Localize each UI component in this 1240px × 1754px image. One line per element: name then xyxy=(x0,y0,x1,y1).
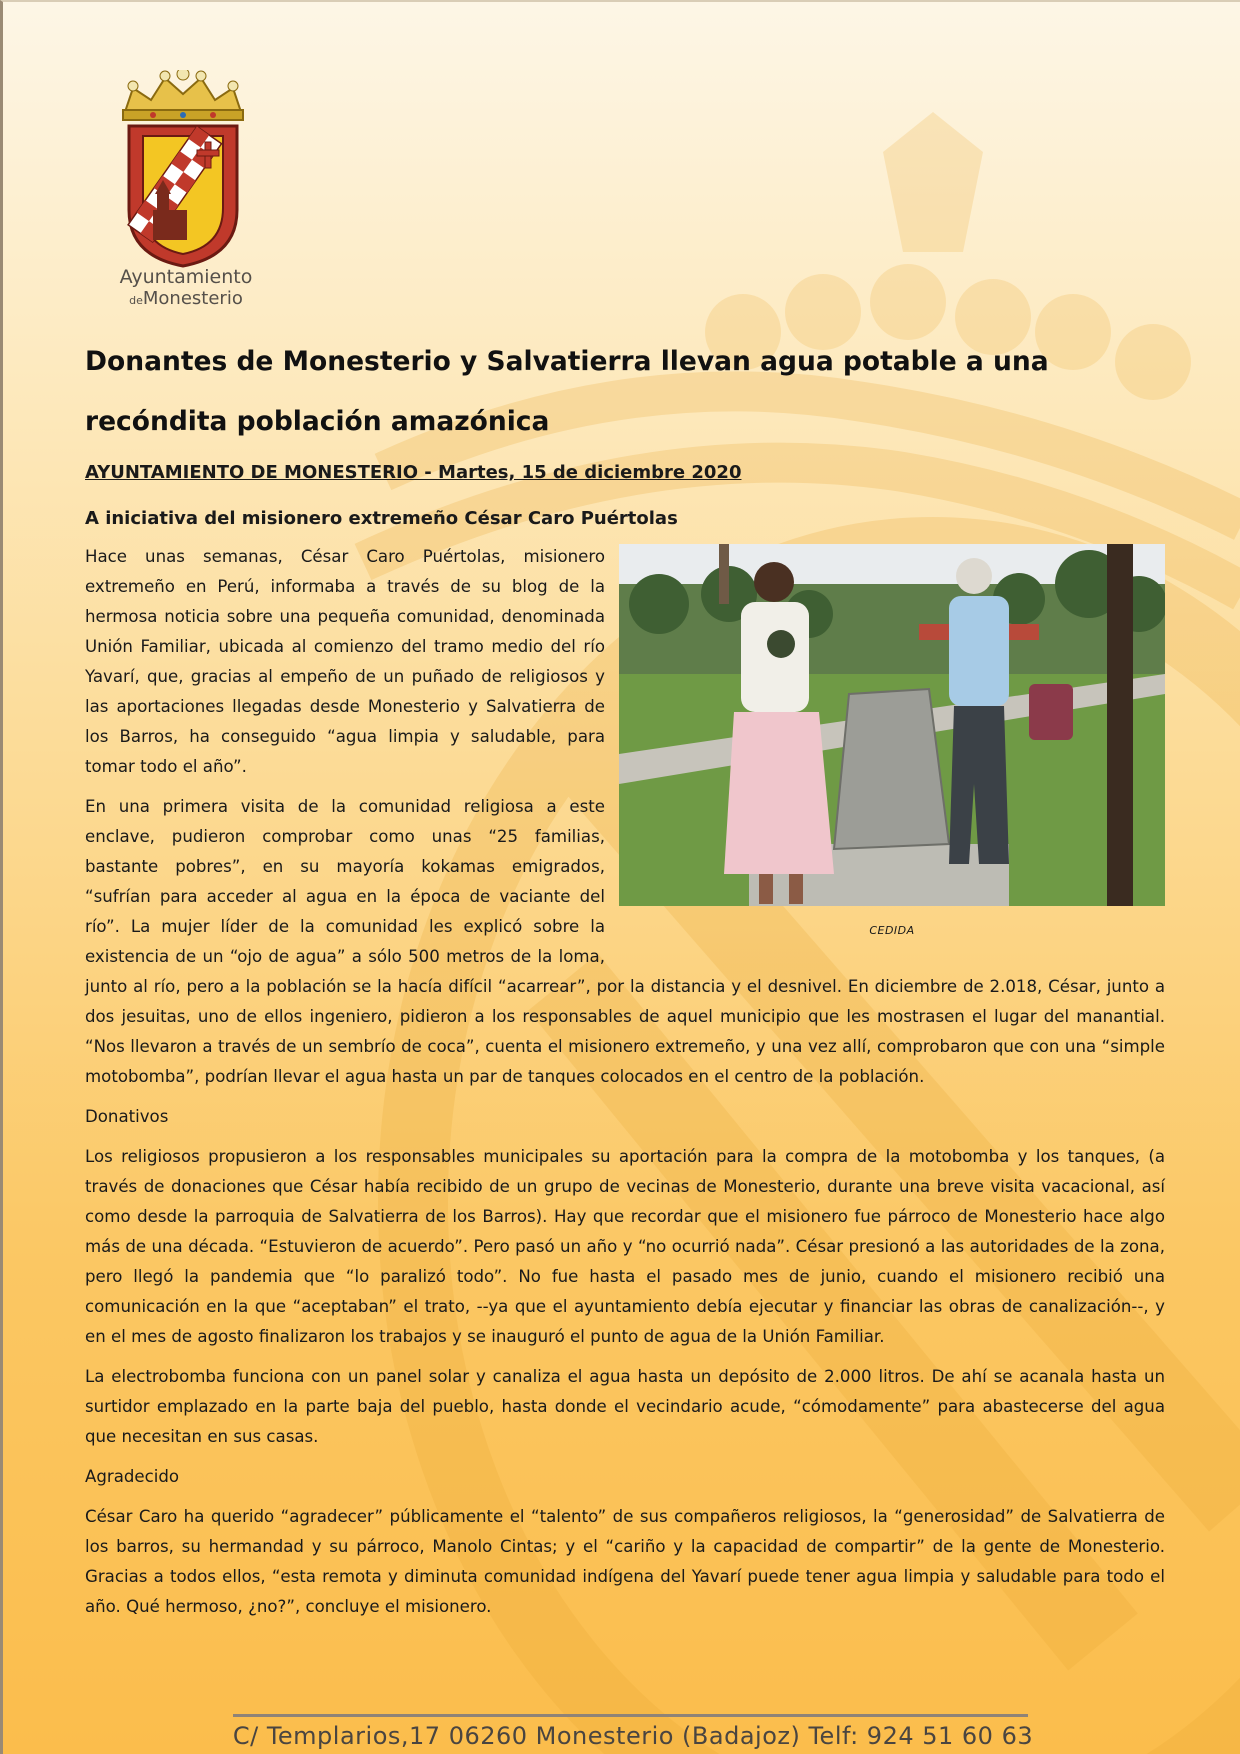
paragraph-4: La electrobomba funciona con un panel solar y canaliza el agua hasta un depósito de 2.000 litros. De ahí se acanala hasta un surtidor emplazado en la parte baja del pueblo, hasta donde el vecindario acude, “cómodamente” para abastecerse del agua que necesitan en sus casas. xyxy=(85,1367,1165,1446)
article-lead: A iniciativa del misionero extremeño César Caro Puértolas xyxy=(85,508,678,529)
article-photo xyxy=(619,544,1165,906)
logo-line-1: Ayuntamiento xyxy=(119,266,253,288)
section-heading-agradecido: Agradecido xyxy=(85,1467,180,1486)
paragraph-3: Los religiosos propusieron a los responsables municipales su aportación para la compra de la motobomba y los tanques, (a través de donaciones que César había recibido de un grupo de vecinas de Monesterio, durante una breve visita vacacional, así como desde la parroquia de Salvatierra de los Barros). Hay que recordar que el misionero fue párroco de Monesterio hace algo más de una década. “Estuvieron de acuerdo”. Pero pasó un año y “no ocurrió nada”. César presionó a las autoridades de la zona, pero llegó la pandemia que “lo paralizó todo”. No fue hasta el pasado mes de junio, cuando el misionero recibió una comunicación en la que “aceptaban” el trato, --ya que el ayuntamiento debía ejecutar y financiar las obras de canalización--, y en el mes de agosto finalizaron los trabajos y se inauguró el punto de agua de la Unión Familiar. xyxy=(85,1147,1165,1346)
footer-address: C/ Templarios,17 06260 Monesterio (Badajoz) Telf: 924 51 60 63 xyxy=(232,1722,1034,1750)
paragraph-2: En una primera visita de la comunidad religiosa a este enclave, pudieron comprobar como unas “25 familias, bastante pobres”, en su mayoría kokamas emigrados, “sufrían para acceder al agua en la época de vaciante del río”. La mujer líder de la comunidad les explicó sobre la existencia de un “ojo de agua” a sólo 500 metros de la loma, junto al río, pero a la población se la hacía difícil “acarrear”, por la distancia y el desnivel. En diciembre de 2.018, César, junto a dos jesuitas, uno de ellos ingeniero, pidieron a los responsables de aquel municipio que les mostrasen el lugar del manantial. “Nos llevaron a través de un sembrío de coca”, cuenta el misionero extremeño, y una vez allí, comprobaron que con una “simple motobomba”, podrían llevar el agua hasta un par de tanques colocados en el centro de la población. xyxy=(85,797,1165,1086)
article-content xyxy=(85,332,1165,1632)
article-byline: AYUNTAMIENTO DE MONESTERIO - Martes, 15 de diciembre 2020 xyxy=(85,462,742,483)
logo-wordmark xyxy=(101,266,271,312)
article-figure xyxy=(619,544,1165,946)
photo-caption: CEDIDA xyxy=(869,924,915,937)
logo-line-2-prefix: de xyxy=(129,294,143,307)
crown-icon xyxy=(123,70,243,120)
footer-divider xyxy=(233,1714,1028,1717)
paragraph-1: Hace unas semanas, César Caro Puértolas, misionero extremeño en Perú, informaba a través de su blog de la hermosa noticia sobre una pequeña comunidad, denominada Unión Familiar, ubicada al comienzo del tramo medio del río Yavarí, que, gracias al empeño de un puñado de religiosos y las aportaciones llegadas desde Monesterio y Salvatierra de los Barros, ha conseguido “agua limpia y saludable, para tomar todo el año”. xyxy=(85,547,605,776)
article-title: Donantes de Monesterio y Salvatierra llevan agua potable a una recóndita población amazónica xyxy=(85,346,1049,437)
article-body xyxy=(85,542,1165,1622)
logo-line-2-name: Monesterio xyxy=(142,288,243,309)
logo-line-2 xyxy=(101,288,271,312)
section-heading-donativos: Donativos xyxy=(85,1107,169,1126)
paragraph-5: César Caro ha querido “agradecer” públicamente el “talento” de sus compañeros religiosos, la “generosidad” de Salvatierra de los barros, su hermandad y su párroco, Manolo Cintas; y el “cariño y la capacidad de compartir” de la gente de Monesterio. Gracias a todos ellos, “esta remota y diminuta comunidad indígena del Yavarí puede tener agua limpia y saludable para todo el año. Qué hermoso, ¿no?”, concluye el misionero. xyxy=(85,1507,1165,1616)
